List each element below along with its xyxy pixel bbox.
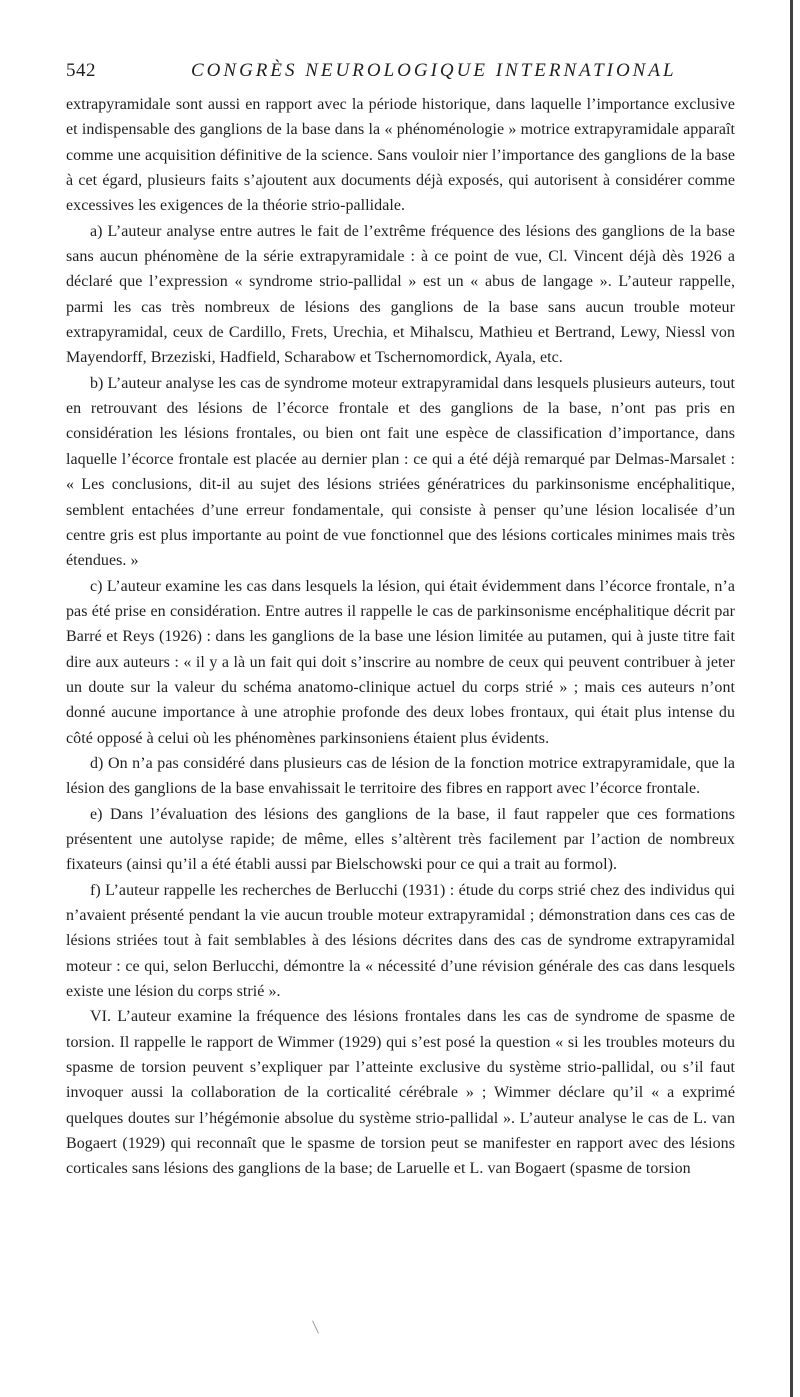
page-header <box>66 60 736 88</box>
paragraph-e: e) Dans l’évaluation des lésions des ganglions de la base, il faut rappeler que ces formations présentent une autolyse rapide; de même, elles s’altèrent très facilement par l’action de nombreux fixateurs (ainsi qu’il a été établi aussi par Bielschowski pour ce qui a trait au formol). <box>66 805 735 874</box>
body-text <box>66 92 735 1182</box>
scan-mark <box>312 1320 319 1333</box>
paragraph-c: c) L’auteur examine les cas dans lesquels la lésion, qui était évidemment dans l’écorce frontale, n’a pas été prise en considération. Entre autres il rappelle le cas de parkinsonisme encéphalitique décrit par Barré et Reys (1926) : dans les ganglions de la base une lésion limitée au putamen, qui à juste titre fait dire aux auteurs : « il y a là un fait qui doit s’inscrire au nombre de ceux qui peuvent contribuer à jeter un doute sur la valeur du schéma anatomo-clinique actuel du corps strié » ; mais ces auteurs n’ont donné aucune importance à une atrophie profonde des deux lobes frontaux, qui était plus intense du côté opposé à celui où les phénomènes parkinsoniens étaient plus évidents. <box>66 577 735 747</box>
page-edge-rule <box>790 0 793 1397</box>
paragraph-intro: extrapyramidale sont aussi en rapport avec la période historique, dans laquelle l’importance exclusive et indispensable des ganglions de la base dans la « phénoménologie » motrice extrapyramidale apparaît comme une acquisition définitive de la science. Sans vouloir nier l’importance des ganglions de la base à cet égard, plusieurs faits s’ajoutent aux documents déjà exposés, qui autorisent à considérer comme excessives les exigences de la théorie strio-pallidale. <box>66 96 735 215</box>
paragraph-f: f) L’auteur rappelle les recherches de Berlucchi (1931) : étude du corps strié chez des individus qui n’avaient présenté pendant la vie aucun trouble moteur extrapyramidal ; démonstration dans ces cas de lésions striées tout à fait semblables à des lésions décrites dans des cas de syndrome extrapyramidal moteur : ce qui, selon Berlucchi, démontre la « nécessité d’une révision générale des cas dans lesquels existe une lésion du corps strié ». <box>66 881 735 1001</box>
paragraph-b: b) L’auteur analyse les cas de syndrome moteur extrapyramidal dans lesquels plusieurs auteurs, tout en retrouvant des lésions de l’écorce frontale et des ganglions de la base, n’ont pas pris en considération les lésions frontales, ou bien ont fait une espèce de classification d’importance, dans laquelle l’écorce frontale est placée au dernier plan : ce qui a été déjà remarqué par Delmas-Marsalet : « Les conclusions, dit-il au sujet des lésions striées génératrices du parkinsonisme encéphalitique, semblent entachées d’une erreur fondamentale, qui consiste à penser qu’une lésion localisée d’un centre gris est plus importante au point de vue fonctionnel que des lésions corticales minimes mais très étendues. » <box>66 374 735 570</box>
running-title: CONGRÈS NEUROLOGIQUE INTERNATIONAL <box>191 60 677 81</box>
paragraph-d: d) On n’a pas considéré dans plusieurs cas de lésion de la fonction motrice extrapyramidale, que la lésion des ganglions de la base envahissait le territoire des fibres en rapport avec l’écorce frontale. <box>66 754 735 798</box>
paragraph-a: a) L’auteur analyse entre autres le fait de l’extrême fréquence des lésions des ganglions de la base sans aucun phénomène de la série extrapyramidale : à ce point de vue, Cl. Vincent déjà dès 1926 a déclaré que l’expression « syndrome strio-pallidal » est un « abus de langage ». L’auteur rappelle, parmi les cas très nombreux de lésions des ganglions de la base sans aucun trouble moteur extrapyramidal, ceux de Cardillo, Frets, Urechia, et Mihalscu, Mathieu et Bertrand, Lewy, Niessl von Mayendorff, Brzeziski, Hadfield, Scharabow et Tschernomordick, Ayala, etc. <box>66 222 735 367</box>
page-number: 542 <box>66 60 96 81</box>
paragraph-section-vi: VI. L’auteur examine la fréquence des lésions frontales dans les cas de syndrome de spasme de torsion. Il rappelle le rapport de Wimmer (1929) qui s’est posé la question « si les troubles moteurs du spasme de torsion peuvent s’expliquer par l’atteinte exclusive du système strio-pallidal, ou s’il faut invoquer aussi la collaboration de la corticalité cérébrale » ; Wimmer déclare qu’il « a exprimé quelques doutes sur l’hégémonie absolue du système strio-pallidal ». L’auteur analyse le cas de L. van Bogaert (1929) qui reconnaît que le spasme de torsion peut se manifester en rapport avec des lésions corticales sans lésions des ganglions de la base; de Laruelle et L. van Bogaert (spasme de torsion <box>66 1008 735 1178</box>
